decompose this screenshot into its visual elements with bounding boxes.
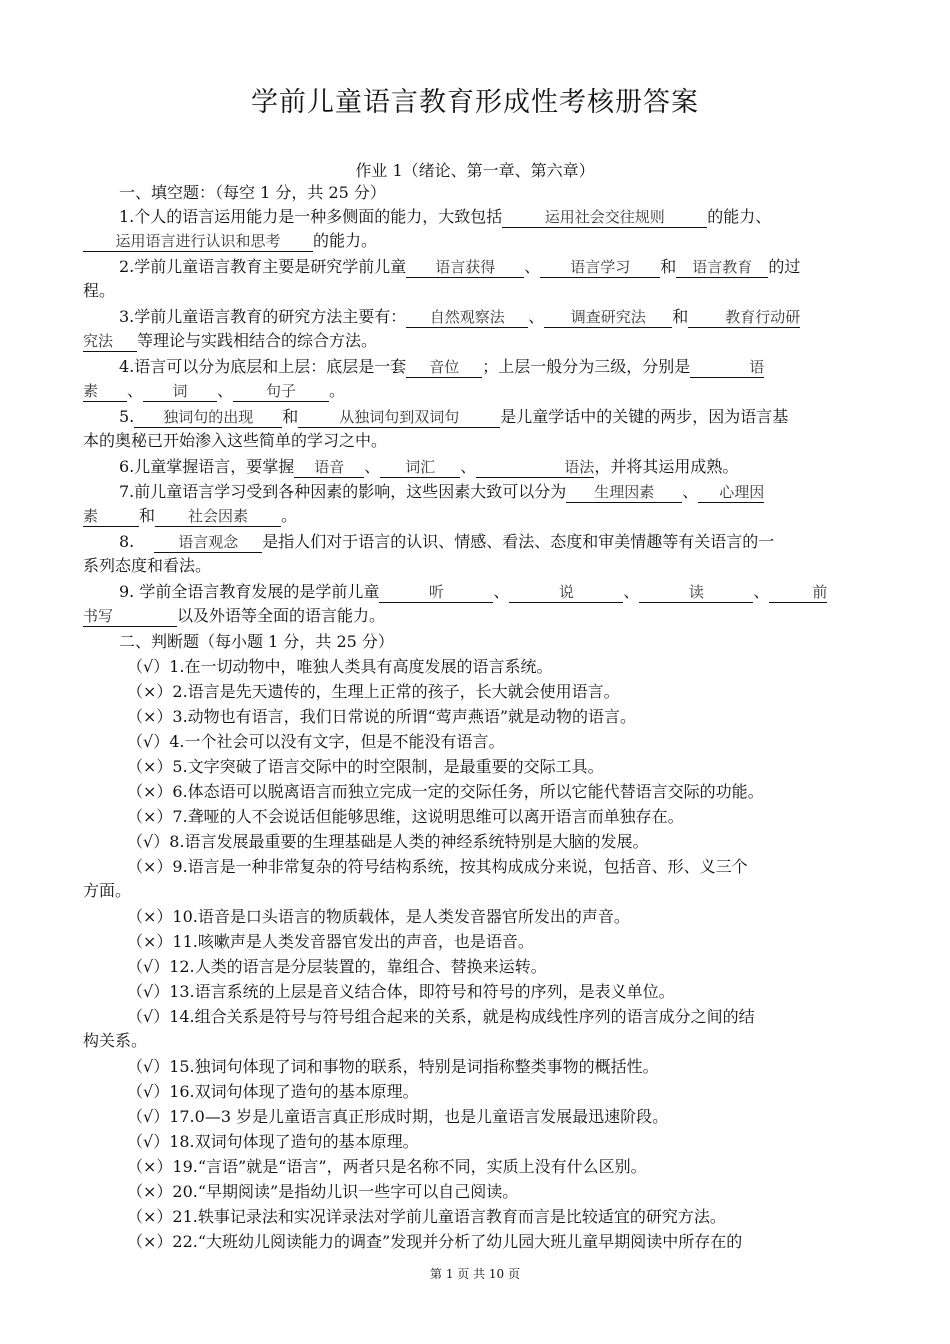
judge-item: （√）15.独词句体现了词和事物的联系，特别是词指称整类事物的概括性。 <box>127 1057 659 1076</box>
fill-q6-line1: 6.儿童掌握语言，要掌握 语音 、 词汇 、 语法，并将其运用成熟。 <box>119 457 739 476</box>
fill-q9-line1: 9. 学前全语言教育发展的是学前儿童 听 、 说 、 读 、 前 <box>119 582 828 601</box>
judge-item: （×）5.文字突破了语言交际中的时空限制，是最重要的交际工具。 <box>127 757 604 776</box>
judge-item: （×）7.聋哑的人不会说话但能够思维，这说明思维可以离开语言而单独存在。 <box>127 807 684 826</box>
answer-blank: 听 <box>379 582 493 603</box>
page-footer: 第 1 页 共 10 页 <box>430 1267 520 1281</box>
judge-item: （×）22.“大班幼儿阅读能力的调查”发现并分析了幼儿园大班儿童早期阅读中所存在的 <box>127 1232 743 1251</box>
answer-blank: 教育行动研 <box>688 307 800 328</box>
judge-item: （√）13.语言系统的上层是音义结合体，即符号和符号的序列，是表义单位。 <box>127 982 675 1001</box>
fill-q3-line2: 究法 等理论与实践相结合的综合方法。 <box>83 331 378 350</box>
judge-heading: 二、判断题（每小题 1 分，共 25 分） <box>119 632 394 651</box>
answer-blank: 调查研究法 <box>544 307 672 328</box>
fill-q4-line2: 素 、 词 、 句子 。 <box>83 381 346 400</box>
fill-q7-line1: 7.前儿童语言学习受到各种因素的影响，这些因素大致可以分为 生理因素 、 心理因 <box>119 482 765 501</box>
fill-q2-line1: 2.学前儿童语言教育主要是研究学前儿童 语言获得 、 语言学习 和 语言教育 的过 <box>119 257 801 276</box>
judge-item: （×）21.轶事记录法和实况详录法对学前儿童语言教育而言是比较适宜的研究方法。 <box>127 1207 726 1226</box>
answer-blank: 语 <box>690 357 764 378</box>
judge-item: （×）6.体态语可以脱离语言而独立完成一定的交际任务，所以它能代替语言交际的功能。 <box>127 782 764 801</box>
answer-blank: 词 <box>143 381 217 402</box>
fill-q1-line1: 1.个人的语言运用能力是一种多侧面的能力，大致包括 运用社会交往规则 的能力、 <box>119 207 772 226</box>
fill-q3-line1: 3.学前儿童语言教育的研究方法主要有： 自然观察法 、 调查研究法 和 教育行动研 <box>119 307 801 326</box>
judge-item: （×）9.语言是一种非常复杂的符号结构系统，按其构成成分来说，包括音、形、义三个 <box>127 857 748 876</box>
answer-blank: 素 <box>83 506 139 527</box>
judge-item: （×）3.动物也有语言，我们日常说的所谓“莺声燕语”就是动物的语言。 <box>127 707 637 726</box>
judge-item: （×）2.语言是先天遗传的，生理上正常的孩子，长大就会使用语言。 <box>127 682 620 701</box>
answer-blank: 语言观念 <box>154 532 262 553</box>
answer-blank: 社会因素 <box>155 506 281 527</box>
answer-blank: 究法 <box>83 331 137 352</box>
judge-item: （×）20.“早期阅读”是指幼儿识一些字可以自己阅读。 <box>127 1182 519 1201</box>
assignment-title: 作业 1（绪论、第一章、第六章） <box>355 161 595 180</box>
fill-q8-line2: 系列态度和看法。 <box>83 556 212 575</box>
judge-item: （√）4.一个社会可以没有文字，但是不能没有语言。 <box>127 732 505 751</box>
fill-q5-line1: 5. 独词句的出现 和 从独词句到双词句 是儿童学话中的关键的两步，因为语言基 <box>119 407 789 426</box>
answer-blank: 语言获得 <box>406 257 524 278</box>
judge-item: （√）12.人类的语言是分层装置的，靠组合、替换来运转。 <box>127 957 547 976</box>
judge-item: （×）11.咳嗽声是人类发音器官发出的声音，也是语音。 <box>127 932 534 951</box>
judge-item-continued: 构关系。 <box>83 1031 148 1050</box>
judge-item-continued: 方面。 <box>83 881 132 900</box>
answer-blank: 语音 <box>294 457 364 478</box>
fill-q8-line1: 8. 语言观念 是指人们对于语言的认识、情感、看法、态度和审美情趣等有关语言的一 <box>119 532 775 551</box>
fill-heading: 一、填空题：（每空 1 分，共 25 分） <box>119 183 386 202</box>
answer-blank: 从独词句到双词句 <box>298 407 500 428</box>
answer-blank: 自然观察法 <box>406 307 528 328</box>
judge-item: （√）8.语言发展最重要的生理基础是人类的神经系统特别是大脑的发展。 <box>127 832 649 851</box>
answer-blank: 语言教育 <box>676 257 768 278</box>
fill-q7-line2: 素 和 社会因素 。 <box>83 506 298 525</box>
judge-item: （√）16.双词句体现了造句的基本原理。 <box>127 1082 419 1101</box>
answer-blank: 语法 <box>476 457 594 478</box>
answer-blank: 句子 <box>233 381 329 402</box>
answer-blank: 生理因素 <box>566 482 682 503</box>
judge-item: （×）10.语音是口头语言的物质载体，是人类发音器官所发出的声音。 <box>127 907 630 926</box>
answer-blank: 素 <box>83 381 127 402</box>
answer-blank: 运用社会交往规则 <box>502 207 707 228</box>
answer-blank: 心理因 <box>698 482 764 503</box>
judge-item: （√）1.在一切动物中，唯独人类具有高度发展的语言系统。 <box>127 657 553 676</box>
judge-item: （√）14.组合关系是符号与符号组合起来的关系，就是构成线性序列的语言成分之间的结 <box>127 1007 755 1026</box>
document-title: 学前儿童语言教育形成性考核册答案 <box>251 87 699 118</box>
fill-q2-line2: 程。 <box>83 281 116 300</box>
fill-q4-line1: 4.语言可以分为底层和上层：底层是一套 音位 ；上层一般分为三级，分别是 语 <box>119 357 765 376</box>
judge-item: （√）18.双词句体现了造句的基本原理。 <box>127 1132 419 1151</box>
answer-blank: 音位 <box>406 357 482 378</box>
judge-item: （×）19.“言语”就是“语言”，两者只是名称不同，实质上没有什么区别。 <box>127 1157 647 1176</box>
answer-blank: 语言学习 <box>540 257 660 278</box>
fill-q5-line2: 本的奥秘已开始渗入这些简单的学习之中。 <box>83 431 388 450</box>
judge-item: （√）17.0—3 岁是儿童语言真正形成时期，也是儿童语言发展最迅速阶段。 <box>127 1107 669 1126</box>
answer-blank: 词汇 <box>380 457 460 478</box>
answer-blank: 运用语言进行认识和思考 <box>83 231 313 252</box>
answer-blank: 说 <box>509 582 623 603</box>
answer-blank: 读 <box>639 582 753 603</box>
answer-blank: 书写 <box>83 606 177 627</box>
answer-blank: 独词句的出现 <box>134 407 282 428</box>
fill-q1-line2: 运用语言进行认识和思考 的能力。 <box>83 229 873 253</box>
fill-q9-line2: 书写 以及外语等全面的语言能力。 <box>83 606 386 625</box>
answer-blank: 前 <box>769 582 827 603</box>
